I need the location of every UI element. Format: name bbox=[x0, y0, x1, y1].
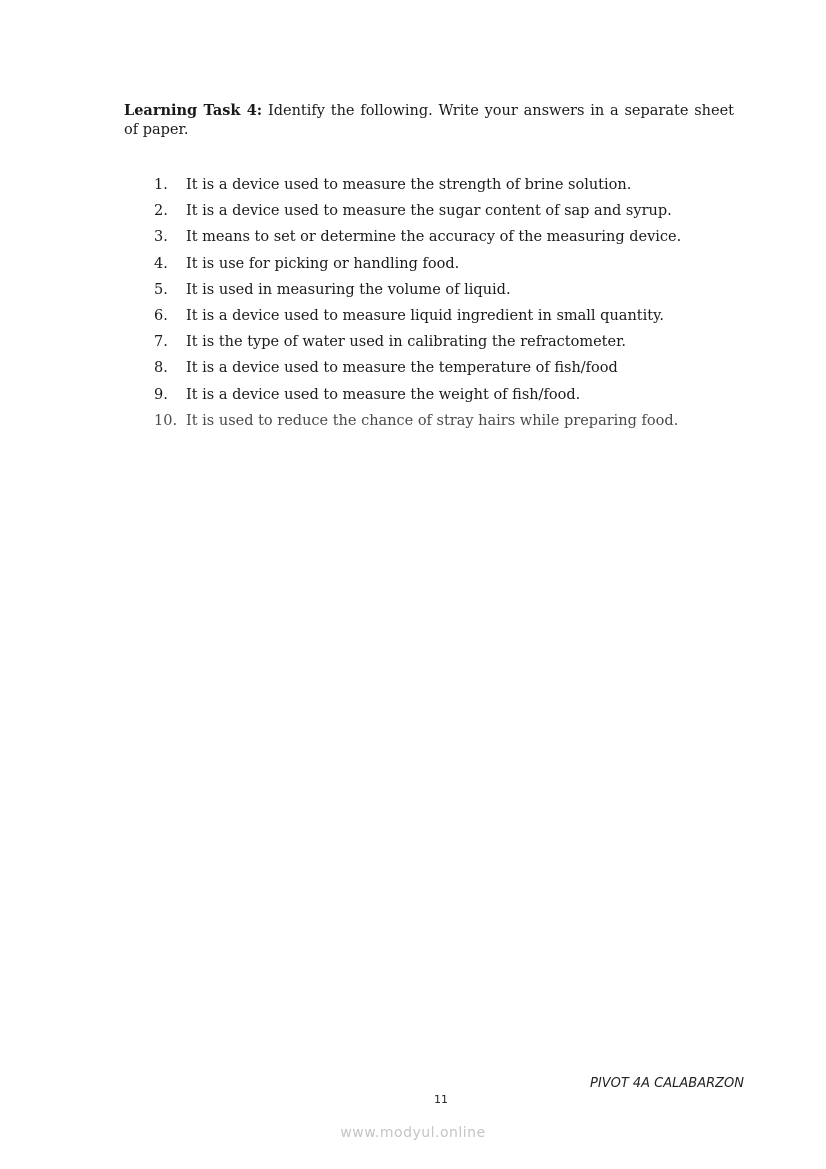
question-item bbox=[154, 277, 754, 303]
question-item bbox=[154, 382, 754, 408]
question-item bbox=[154, 198, 754, 224]
question-number: 2. bbox=[154, 203, 168, 220]
question-number: 9. bbox=[154, 386, 168, 403]
question-item bbox=[154, 303, 754, 329]
question-text: It means to set or determine the accuracy of the measuring device. bbox=[186, 229, 682, 246]
question-text: It is the type of water used in calibrating the refractometer. bbox=[186, 334, 627, 351]
question-list bbox=[154, 172, 754, 434]
footer-brand: PIVOT 4A CALABARZON bbox=[590, 1076, 744, 1091]
watermark: www.modyul.online bbox=[340, 1125, 486, 1141]
question-item bbox=[154, 329, 754, 355]
question-item bbox=[154, 172, 754, 198]
question-text: It is used in measuring the volume of liquid. bbox=[186, 281, 511, 298]
task-label: Learning Task 4: bbox=[124, 102, 263, 119]
question-text: It is use for picking or handling food. bbox=[186, 255, 460, 272]
question-item bbox=[154, 224, 754, 250]
question-item bbox=[154, 408, 754, 434]
question-number: 4. bbox=[154, 255, 168, 272]
question-number: 1. bbox=[154, 177, 168, 194]
question-text: It is a device used to measure the weight of fish/food. bbox=[186, 386, 581, 403]
question-number: 5. bbox=[154, 281, 168, 298]
question-number: 6. bbox=[154, 308, 168, 325]
task-instruction-text: Identify the following. Write your answers in a separate sheet of paper. bbox=[124, 103, 735, 138]
question-text: It is a device used to measure the sugar content of sap and syrup. bbox=[186, 203, 672, 220]
question-number: 10. bbox=[154, 412, 178, 429]
task-instruction bbox=[124, 101, 734, 140]
page-number: 11 bbox=[434, 1093, 448, 1106]
question-item bbox=[154, 251, 754, 277]
question-item bbox=[154, 355, 754, 381]
question-number: 3. bbox=[154, 229, 168, 246]
question-text: It is a device used to measure the strength of brine solution. bbox=[186, 177, 632, 194]
question-number: 8. bbox=[154, 360, 168, 377]
question-number: 7. bbox=[154, 334, 168, 351]
question-text: It is a device used to measure the temperature of fish/food bbox=[186, 360, 618, 377]
question-text: It is a device used to measure liquid ingredient in small quantity. bbox=[186, 308, 664, 325]
question-text: It is used to reduce the chance of stray hairs while preparing food. bbox=[186, 412, 679, 429]
